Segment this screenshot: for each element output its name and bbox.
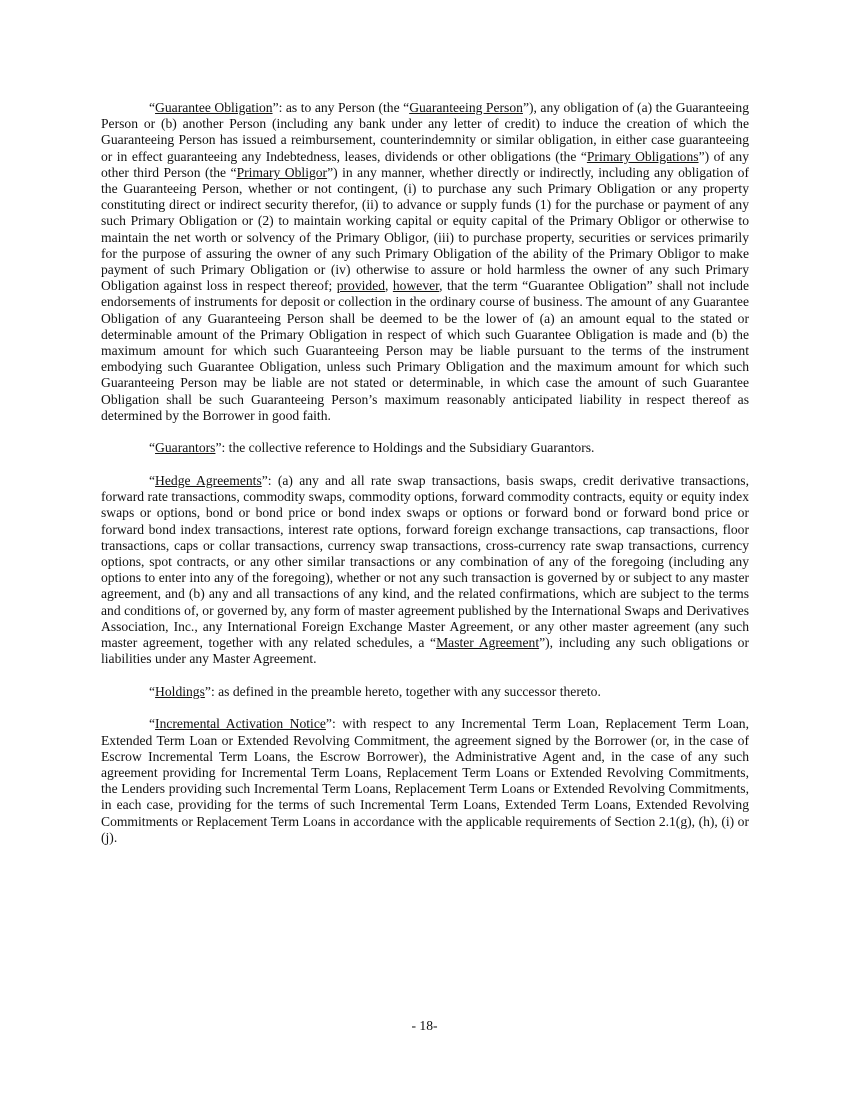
text-run: ”: (a) any and all rate swap transactions, basis swaps, credit derivative transactions, forward rate transactions, commodity swaps, commodity options, forward commodity contracts, equity or equity index swaps or options, bond or bond price or bond index swaps or options or forward bond or forward bond price or forward bond index transactions, interest rate options, forward foreign exchange transactions, cap transactions, floor transactions, caps or collar transactions, currency swap transactions, cross-currency rate swap transactions, currency options, spot contracts, or any other similar transactions or any combination of any of the foregoing (including any options to enter into any of the foregoing), whether or not any such transaction is governed by or subject to any master agreement, and (b) any and all transactions of any kind, and the related confirmations, which are subject to the terms and conditions of, or governed by, any form of master agreement published by the International Swaps and Derivatives Association, Inc., any International Foreign Exchange Master Agreement, or any other master agreement (any such master agreement, together with any related schedules, a “ <box>101 473 749 651</box>
defined-term: Primary Obligor <box>236 164 328 180</box>
definition-guarantors <box>101 440 749 456</box>
defined-term: Master Agreement <box>436 635 540 651</box>
text-run: ”) in any manner, whether directly or indirectly, including any obligation of the Guaranteeing Person, whether or not contingent, (i) to purchase any such Primary Obligation or any property constituting direct or indirect security therefor, (ii) to advance or supply funds (1) for the purchase or payment of any such Primary Obligation or (2) to maintain working capital or equity capital of the Primary Obligor or otherwise to maintain the net worth or solvency of the Primary Obligor, (iii) to purchase property, securities or services primarily for the purpose of assuring the owner of any such Primary Obligation of the ability of the Primary Obligor to make payment of such Primary Obligation or (iv) otherwise to assure or hold harmless the owner of any such Primary Obligation against loss in respect thereof; <box>101 164 750 294</box>
defined-term: Holdings <box>155 683 205 699</box>
defined-term: Hedge Agreements <box>155 473 262 489</box>
defined-term: Primary Obligations <box>586 148 699 164</box>
text-run: ”: the collective reference to Holdings and the Subsidiary Guarantors. <box>215 440 595 456</box>
definition-holdings <box>101 684 749 700</box>
document-body <box>101 100 749 862</box>
text-run: “ <box>149 716 156 732</box>
defined-term: Guaranteeing Person <box>409 100 523 115</box>
text-run: , <box>385 278 393 294</box>
text-run: , that the term “Guarantee Obligation” shall not include endorsements of instruments for deposit or collection in the ordinary course of business. The amount of any Guarantee Obligation of any Guaranteeing Person shall be deemed to be the lower of (a) an amount equal to the stated or determinable amount of the Primary Obligation in respect of which such Guarantee Obligation is made and (b) the maximum amount for which such Guaranteeing Person may be liable pursuant to the terms of the instrument embodying such Guarantee Obligation, unless such Primary Obligation and the maximum amount for which such Guaranteeing Person may be liable are not stated or determinable, in which case the amount of such Guarantee Obligation shall be such Guaranteeing Person’s maximum reasonably anticipated liability in respect thereof as determined by the Borrower in good faith. <box>101 278 749 423</box>
text-run: ”: with respect to any Incremental Term Loan, Replacement Term Loan, Extended Term Loan or Extended Revolving Commitment, the agreement signed by the Borrower (or, in the case of Escrow Incremental Term Loans, the Escrow Borrower), the Administrative Agent and, in the case of any such agreement providing for Incremental Term Loans, Replacement Term Loans or Extended Revolving Commitments, the Lenders providing such Incremental Term Loans, Replacement Term Loans or Extended Revolving Commitments, in each case, providing for the terms of such Incremental Term Loans, Extended Term Loans, Extended Revolving Commitments or Replacement Term Loans in accordance with the applicable requirements of Section 2.1(g), (h), (i) or (j). <box>101 716 749 845</box>
proviso-term: provided <box>336 278 386 294</box>
defined-term: Guarantors <box>155 440 216 456</box>
page-number: - 18- <box>411 1018 438 1033</box>
text-run: ”) of any other third Person (the “ <box>101 148 749 180</box>
text-run: “ <box>149 683 156 699</box>
text-run: ”: as defined in the preamble hereto, together with any successor thereto. <box>204 683 601 699</box>
text-run: ”: as to any Person (the “ <box>272 100 410 115</box>
defined-term: Incremental Activation Notice <box>155 716 326 732</box>
defined-term: Guarantee Obligation <box>155 100 273 115</box>
definition-hedge-agreements <box>101 473 749 667</box>
text-run: “ <box>149 440 156 456</box>
text-run: ”), including any such obligations or liabilities under any Master Agreement. <box>101 635 749 667</box>
definition-incremental-activation-notice <box>101 716 749 846</box>
definition-guarantee-obligation <box>101 100 749 424</box>
text-run: “ <box>149 100 156 115</box>
text-run: ”), any obligation of (a) the Guaranteeing Person or (b) another Person (including any bank under any letter of credit) to induce the creation of which the Guaranteeing Person has issued a reimbursement, counterindemnity or similar obligation, in either case guaranteeing or in effect guaranteeing any Indebtedness, leases, dividends or other obligations (the “ <box>101 100 749 164</box>
proviso-term: however <box>392 278 440 294</box>
text-run: “ <box>149 473 156 489</box>
